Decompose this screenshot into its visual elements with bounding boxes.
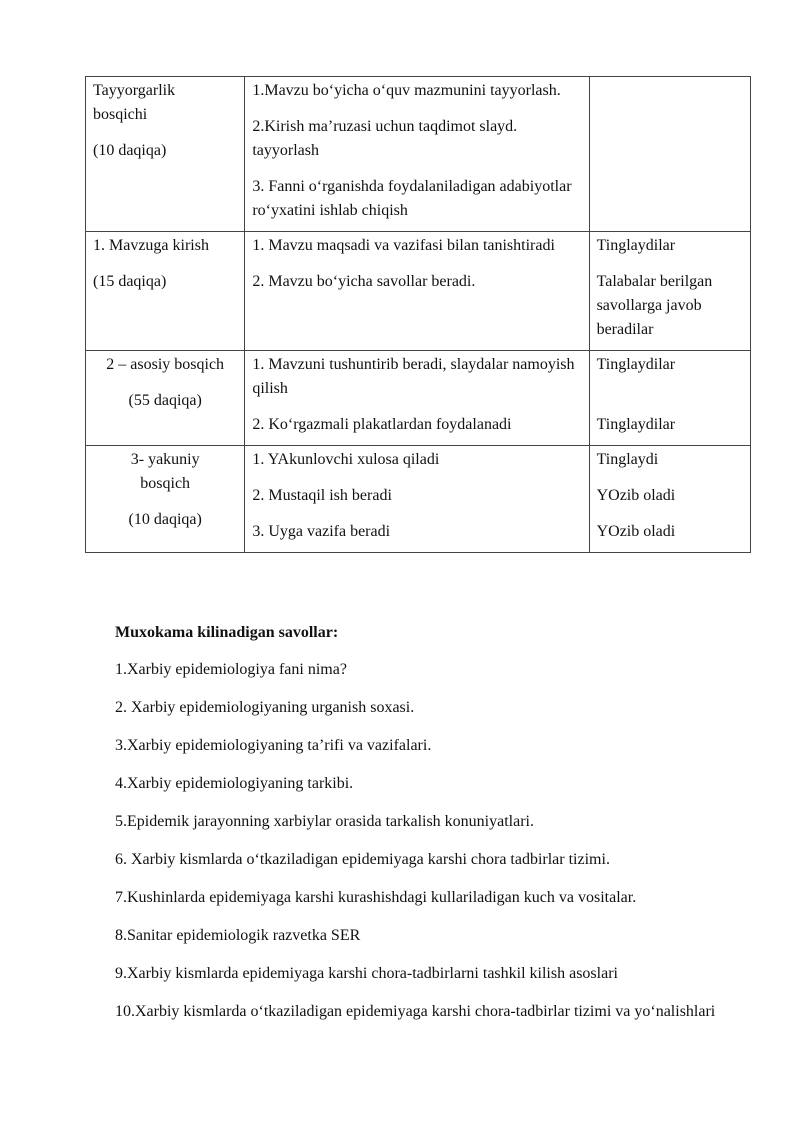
stage-duration: (55 daqiqa) bbox=[128, 392, 202, 409]
student-activity: Talabalar berilgan savollarga javob beradilar bbox=[596, 273, 713, 338]
teacher-activity: 1. Mavzu maqsadi va vazifasi bilan tanishtiradi bbox=[252, 237, 555, 254]
teacher-activity: 2.Kirish ma’ruzasi uchun taqdimot slayd. tayyorlash bbox=[252, 118, 518, 159]
table-row bbox=[86, 232, 751, 351]
student-activity-cell bbox=[589, 351, 750, 446]
list-item: 3.Xarbiy epidemiologiyaning ta’rifi va vazifalari. bbox=[115, 737, 432, 754]
teacher-activity: 2. Mavzu bo‘yicha savollar beradi. bbox=[252, 273, 476, 290]
list-item: 2. Xarbiy epidemiologiyaning urganish soxasi. bbox=[115, 699, 415, 716]
teacher-activity: 1.Mavzu bo‘yicha o‘quv mazmunini tayyorlash. bbox=[252, 82, 561, 99]
stage-cell bbox=[86, 446, 245, 553]
student-activity: Tinglaydi bbox=[596, 451, 659, 468]
student-activity: YOzib oladi bbox=[596, 487, 676, 504]
student-activity: Tinglaydilar bbox=[596, 356, 676, 373]
stage-cell bbox=[86, 232, 245, 351]
teacher-activity: 2. Ko‘rgazmali plakatlardan foydalanadi bbox=[252, 416, 512, 433]
list-item: 5.Epidemik jarayonning xarbiylar orasida tarkalish konuniyatlari. bbox=[115, 813, 534, 830]
list-item: 9.Xarbiy kismlarda epidemiyaga karshi chora-tadbirlarni tashkil kilish asoslari bbox=[115, 965, 618, 982]
list-item: 10.Xarbiy kismlarda o‘tkaziladigan epidemiyaga karshi chora-tadbirlar tizimi va yo‘nalishlari bbox=[115, 1003, 716, 1020]
lesson-plan-table bbox=[85, 76, 751, 553]
stage-name: 2 – asosiy bosqich bbox=[106, 356, 225, 373]
teacher-activity: 2. Mustaqil ish beradi bbox=[252, 487, 392, 504]
student-activity: YOzib oladi bbox=[596, 523, 676, 540]
student-activity-cell bbox=[589, 232, 750, 351]
teacher-activity: 3. Fanni o‘rganishda foydalaniladigan adabiyotlar ro‘yxatini ishlab chiqish bbox=[252, 178, 572, 219]
list-item: 7.Kushinlarda epidemiyaga karshi kurashishdagi kullariladigan kuch va vositalar. bbox=[115, 889, 637, 906]
questions-heading: Muxokama kilinadigan savollar: bbox=[115, 624, 339, 641]
table-row bbox=[86, 351, 751, 446]
list-item: 6. Xarbiy kismlarda o‘tkaziladigan epidemiyaga karshi chora tadbirlar tizimi. bbox=[115, 851, 610, 868]
teacher-activity-cell bbox=[245, 77, 589, 232]
teacher-activity: 1. YAkunlovchi xulosa qiladi bbox=[252, 451, 440, 468]
stage-name: Tayyorgarlik bosqichi bbox=[93, 82, 176, 123]
teacher-activity: 3. Uyga vazifa beradi bbox=[252, 523, 391, 540]
student-activity: Tinglaydilar bbox=[596, 237, 676, 254]
teacher-activity-cell bbox=[245, 446, 589, 553]
teacher-activity-cell bbox=[245, 232, 589, 351]
list-item: 8.Sanitar epidemiologik razvetka SER bbox=[115, 927, 361, 944]
stage-cell bbox=[86, 77, 245, 232]
student-activity: Tinglaydilar bbox=[596, 416, 676, 433]
stage-name: 3- yakuniy bosqich bbox=[130, 451, 200, 492]
stage-name: 1. Mavzuga kirish bbox=[93, 237, 209, 254]
student-activity-cell bbox=[589, 446, 750, 553]
discussion-questions bbox=[115, 622, 741, 1038]
table-row bbox=[86, 446, 751, 553]
table-row bbox=[86, 77, 751, 232]
list-item: 1.Xarbiy epidemiologiya fani nima? bbox=[115, 661, 347, 678]
teacher-activity-cell bbox=[245, 351, 589, 446]
stage-duration: (10 daqiqa) bbox=[93, 142, 167, 159]
stage-duration: (10 daqiqa) bbox=[128, 511, 202, 528]
teacher-activity: 1. Mavzuni tushuntirib beradi, slaydalar namoyish qilish bbox=[252, 356, 575, 397]
stage-duration: (15 daqiqa) bbox=[93, 273, 167, 290]
student-activity-cell bbox=[589, 77, 750, 232]
list-item: 4.Xarbiy epidemiologiyaning tarkibi. bbox=[115, 775, 354, 792]
stage-cell bbox=[86, 351, 245, 446]
